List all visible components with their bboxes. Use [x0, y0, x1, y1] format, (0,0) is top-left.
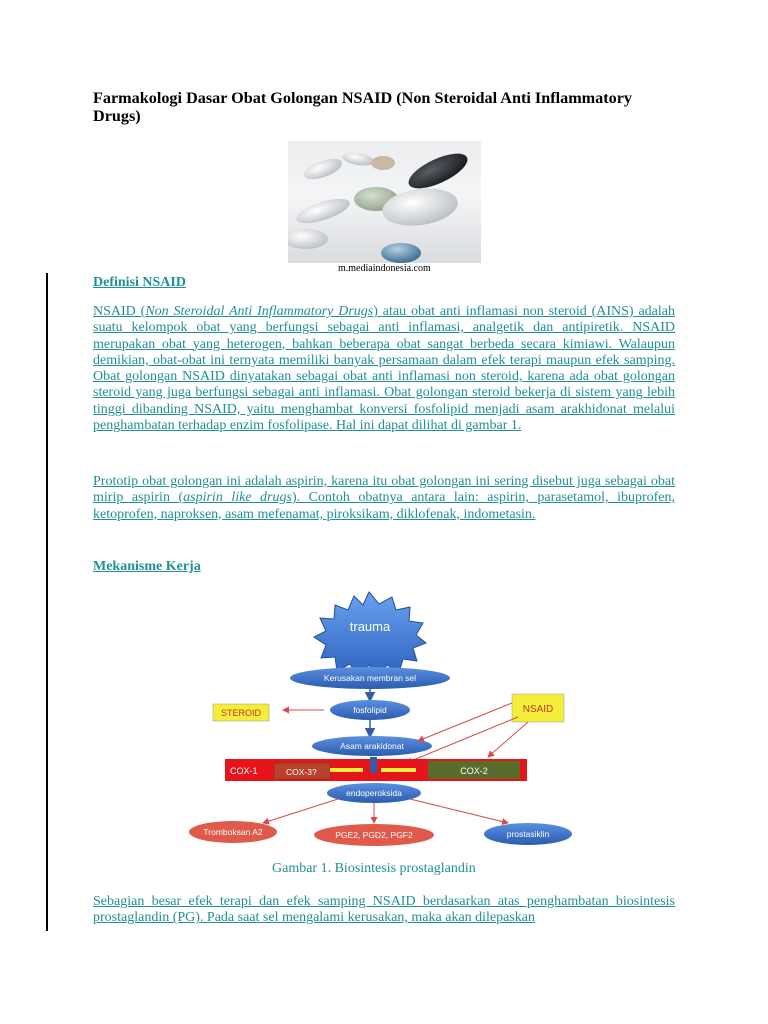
page-title: Farmakologi Dasar Obat Golongan NSAID (Non Steroidal Anti Inflammatory Drugs): [93, 89, 633, 125]
paragraph-mekanisme-1[interactable]: Sebagian besar efek terapi dan efek samping NSAID berdasarkan atas penghambatan biosintesis prostaglandin (PG). Pada saat sel mengalami kerusakan, maka akan dilepaskan: [93, 894, 675, 926]
para-italic: aspirin like drugs: [183, 490, 292, 506]
prostacyclin-label: prostasiklin: [506, 829, 550, 839]
para-rest: ) atau obat anti inflamasi non steroid (AINS) adalah suatu kelompok obat yang berfungsi sebagai anti inflamasi, analgetik dan antipiretik. NSAID merupakan obat yang heterogen, bahkan beberapa obat sangat berbeda secara kimiawi. Walaupun demikian, obat-obat ini ternyata memiliki banyak persamaan dalam efek terapi maupun efek samping. Obat golongan NSAID dinyatakan sebagai obat anti inflamasi non steroid, karena ada obat golongan steroid yang juga berfungsi sebagai anti inflamasi. Obat golongan steroid bekerja di sistem yang lebih tinggi dibanding NSAID, yaitu menghambat konversi fosfolipid menjadi asam arakhidonat melalui penghambatan terhadap enzim fosfolipase. Hal ini dapat dilihat di gambar 1.: [93, 304, 675, 434]
paragraph-definisi-2[interactable]: [93, 474, 675, 523]
trauma-label: trauma: [349, 619, 391, 634]
trauma-burst: [314, 592, 426, 677]
margin-change-bar: [46, 273, 48, 931]
thromboxane-label: Tromboksan A2: [203, 827, 263, 837]
diagram-svg: [188, 591, 580, 846]
para-rest: ). Contoh obatnya antara lain: aspirin, parasetamol, ibuprofen, ketoprofen, naproksen, asam mefenamat, piroksikam, diklofenak, indometasin.: [93, 490, 676, 522]
image-credit: m.mediaindonesia.com: [338, 263, 431, 274]
heading-definisi[interactable]: Definisi NSAID: [93, 275, 186, 290]
cox1-label: COX-1: [230, 766, 258, 776]
pills-illustration: [288, 141, 481, 263]
pills-photo: [288, 141, 481, 263]
cox-arrow: [370, 757, 377, 773]
pge-label: PGE2, PGD2, PGF2: [335, 830, 413, 840]
heading-mekanisme[interactable]: Mekanisme Kerja: [93, 559, 201, 574]
nsaid-label: NSAID: [522, 704, 554, 715]
endoperoxide-label: endoperoksida: [346, 788, 402, 798]
phospholipid-label: fosfolipid: [353, 705, 387, 715]
para-italic: Non Steroidal Anti Inflammatory Drugs: [145, 304, 374, 319]
paragraph-definisi-1[interactable]: [93, 304, 675, 434]
arachidonic-label: Asam arakidonat: [340, 741, 404, 751]
cox2-label: COX-2: [460, 766, 488, 776]
steroid-label: STEROID: [220, 708, 262, 718]
figure-caption: Gambar 1. Biosintesis prostaglandin: [272, 861, 476, 876]
cox3-label: COX-3?: [286, 767, 317, 777]
para-prefix: Prototip obat golongan ini adalah aspirin, karena itu obat golongan ini sering disebut juga sebagai obat mirip aspirin (: [93, 474, 675, 506]
prostaglandin-diagram: [188, 591, 580, 846]
para-prefix: NSAID (: [93, 304, 146, 319]
membrane-label: Kerusakan membran sel: [323, 673, 417, 683]
